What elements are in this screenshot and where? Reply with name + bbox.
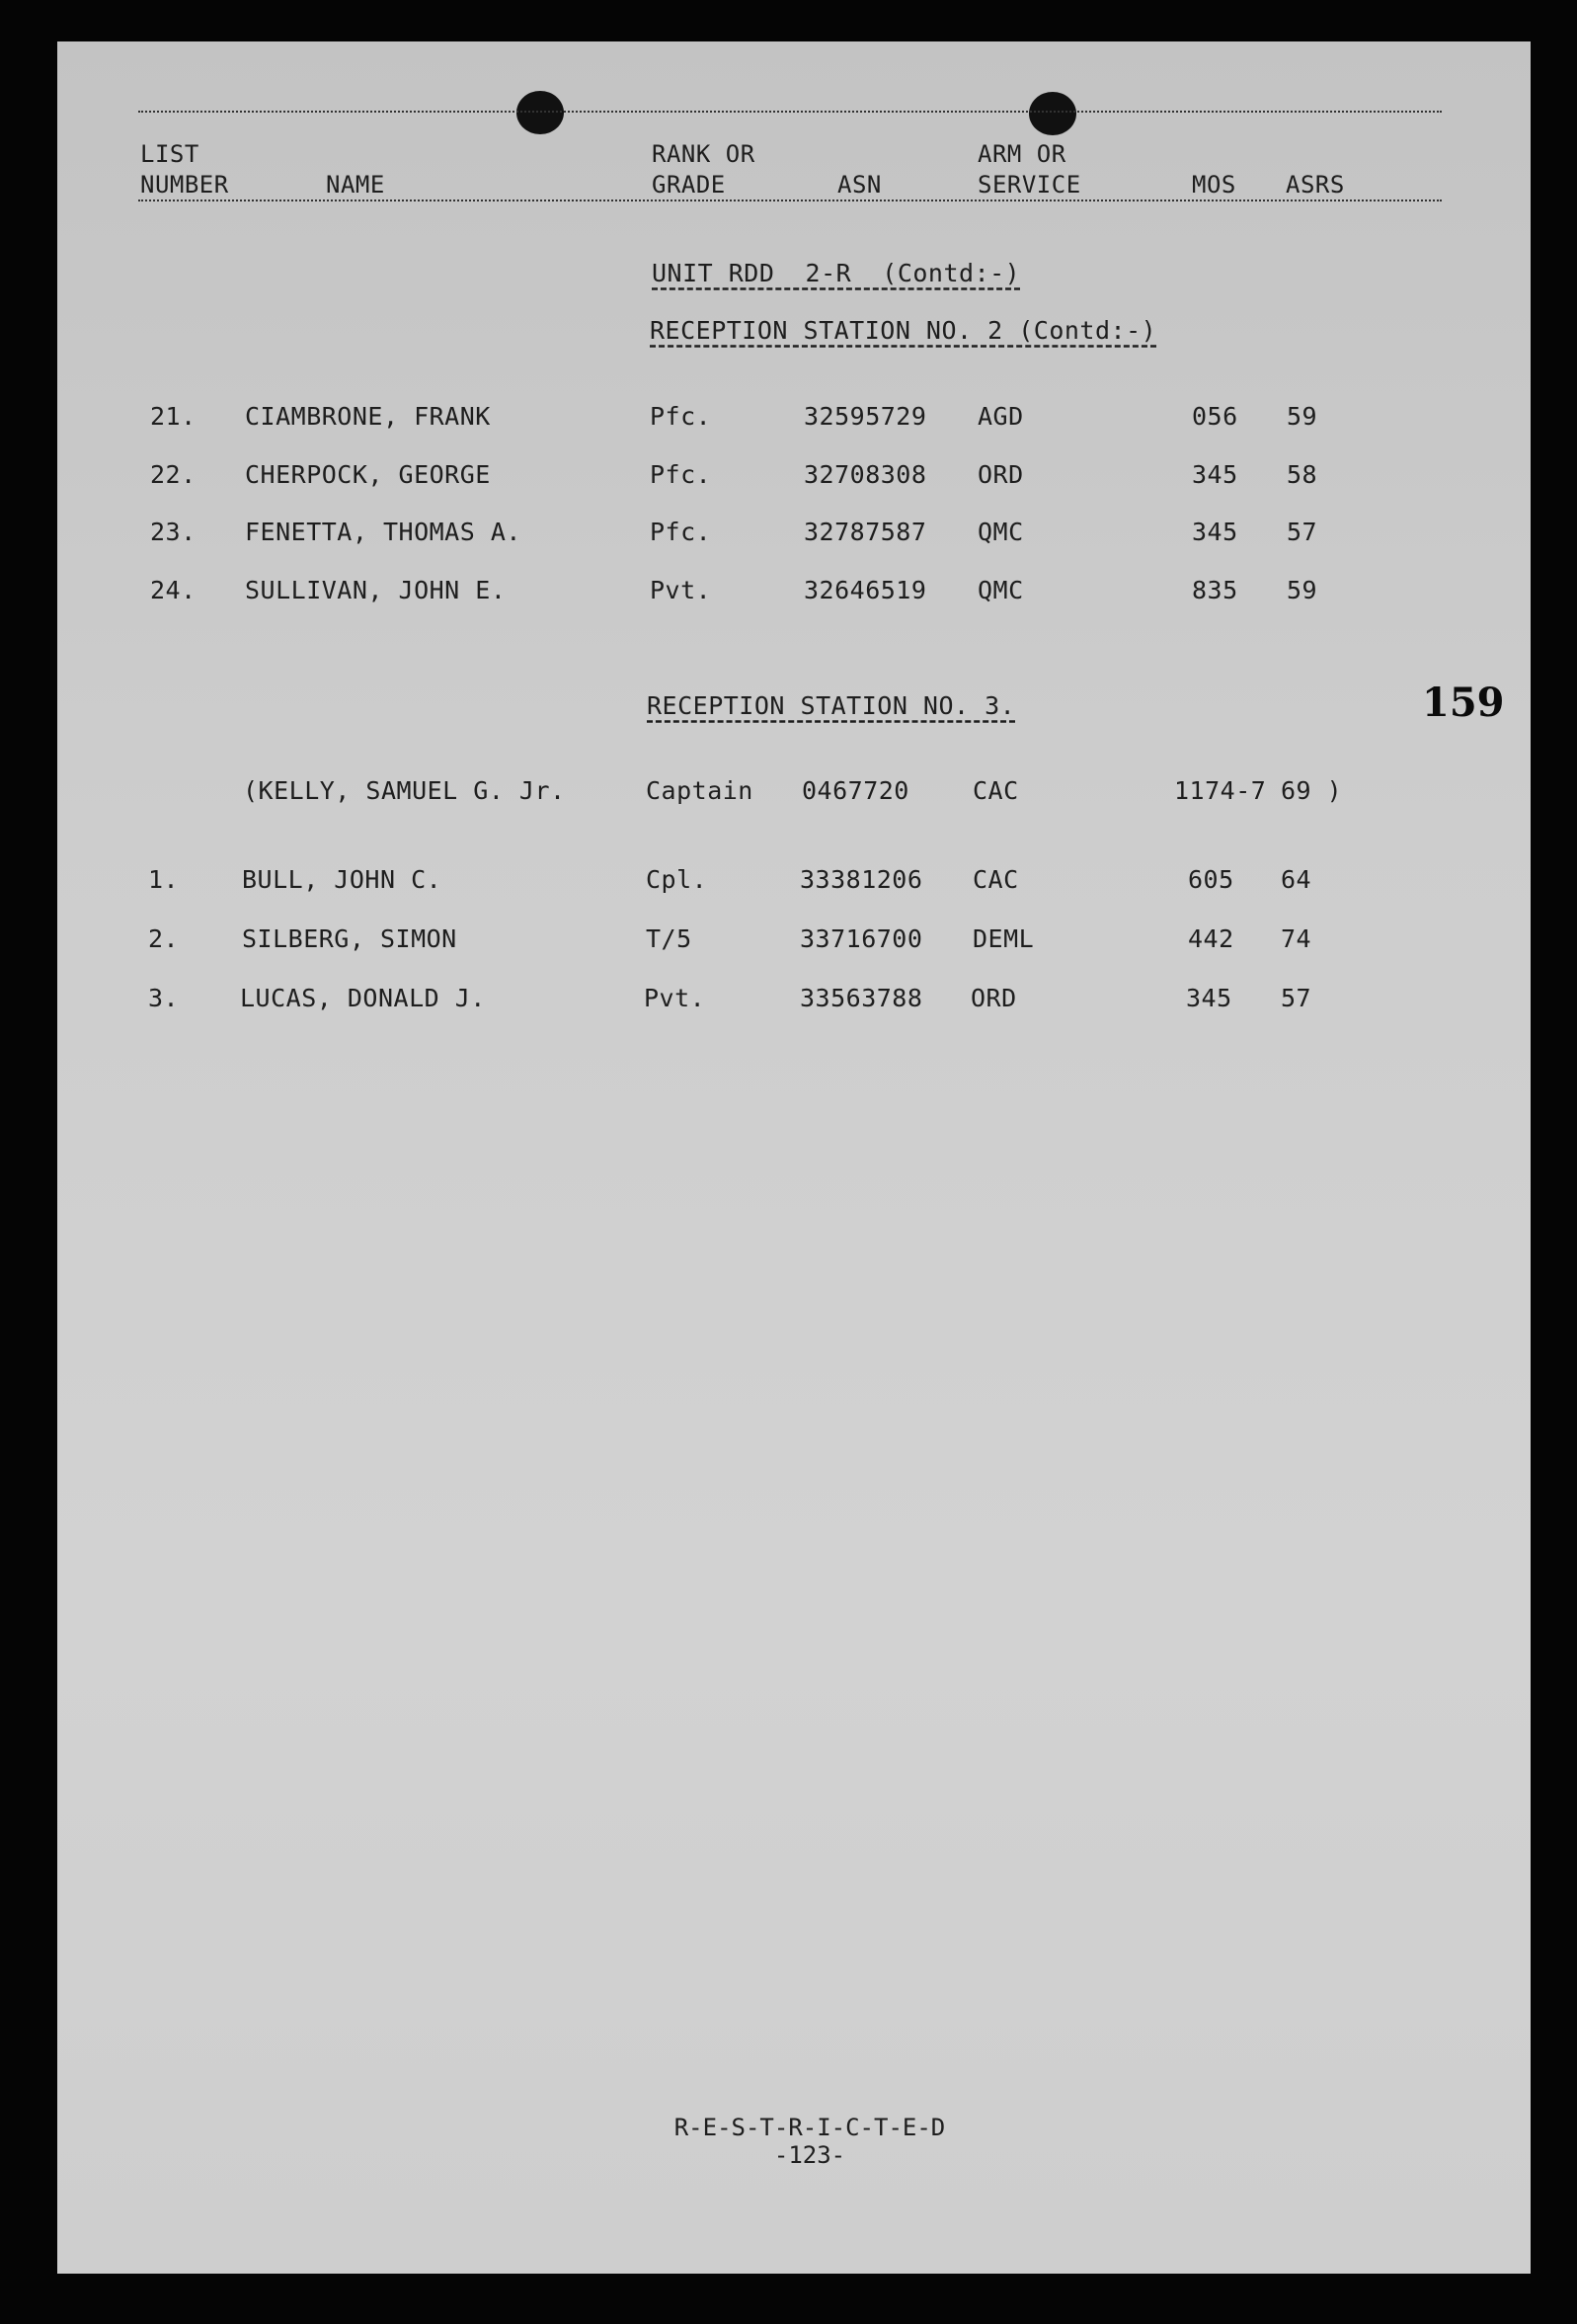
asrs: 64 xyxy=(1281,865,1312,894)
asn: 32787587 xyxy=(804,518,927,546)
asrs: 58 xyxy=(1287,460,1318,489)
page-stamp-number: 159 xyxy=(1422,680,1505,726)
header-asrs: ASRS xyxy=(1286,171,1345,199)
rank: Pfc. xyxy=(650,518,712,546)
arm-service: DEML xyxy=(973,924,1035,953)
restricted-marking: R-E-S-T-R-I-C-T-E-D xyxy=(673,2114,946,2141)
mos: 345 xyxy=(1192,460,1238,489)
arm-service: AGD xyxy=(978,402,1024,431)
list-number: 1. xyxy=(148,865,180,894)
asn: 0467720 xyxy=(802,776,909,805)
mos: 835 xyxy=(1192,576,1238,604)
soldier-name: FENETTA, THOMAS A. xyxy=(245,518,521,546)
soldier-name: SILBERG, SIMON xyxy=(242,924,457,953)
mos: 1174-7 xyxy=(1174,776,1267,805)
rank: Cpl. xyxy=(646,865,708,894)
mos: 345 xyxy=(1192,518,1238,546)
asrs: 57 xyxy=(1281,984,1312,1012)
header-mos: MOS xyxy=(1192,171,1236,199)
asn: 32646519 xyxy=(804,576,927,604)
arm-service: ORD xyxy=(971,984,1017,1012)
asn: 33716700 xyxy=(800,924,923,953)
document-page xyxy=(57,41,1531,2274)
punch-hole-right xyxy=(1029,92,1076,135)
soldier-name: CHERPOCK, GEORGE xyxy=(245,460,491,489)
asn: 32708308 xyxy=(804,460,927,489)
arm-service: QMC xyxy=(978,518,1024,546)
arm-service: ORD xyxy=(978,460,1024,489)
list-number: 24. xyxy=(150,576,197,604)
top-dotted-rule xyxy=(138,111,1442,113)
arm-service: CAC xyxy=(973,865,1019,894)
unit-heading: UNIT RDD 2-R (Contd:-) xyxy=(652,259,1021,287)
asrs: 57 xyxy=(1287,518,1318,546)
list-number: 22. xyxy=(150,460,197,489)
asn: 33563788 xyxy=(800,984,923,1012)
asrs: 59 xyxy=(1287,576,1318,604)
page-number: -123- xyxy=(773,2141,846,2169)
asn: 33381206 xyxy=(800,865,923,894)
header-arm: ARM OR SERVICE xyxy=(978,140,1081,199)
punch-hole-left xyxy=(516,91,564,134)
soldier-name: (KELLY, SAMUEL G. Jr. xyxy=(243,776,566,805)
rank: T/5 xyxy=(646,924,692,953)
header-dotted-rule xyxy=(138,200,1442,201)
mos: 442 xyxy=(1188,924,1234,953)
soldier-name: BULL, JOHN C. xyxy=(242,865,442,894)
soldier-name: LUCAS, DONALD J. xyxy=(240,984,486,1012)
station-3-heading: RECEPTION STATION NO. 3. xyxy=(647,691,1016,720)
mos: 345 xyxy=(1186,984,1232,1012)
arm-service: CAC xyxy=(973,776,1019,805)
arm-service: QMC xyxy=(978,576,1024,604)
rank: Pvt. xyxy=(644,984,706,1012)
station-2-heading: RECEPTION STATION NO. 2 (Contd:-) xyxy=(650,316,1157,345)
soldier-name: SULLIVAN, JOHN E. xyxy=(245,576,507,604)
asrs: 59 xyxy=(1287,402,1318,431)
list-number: 3. xyxy=(148,984,180,1012)
asn: 32595729 xyxy=(804,402,927,431)
header-rank: RANK OR GRADE xyxy=(652,140,755,199)
soldier-name: CIAMBRONE, FRANK xyxy=(245,402,491,431)
asrs: 69 ) xyxy=(1281,776,1343,805)
mos: 056 xyxy=(1192,402,1238,431)
rank: Pvt. xyxy=(650,576,712,604)
footer-block xyxy=(592,2114,1027,2169)
header-asn: ASN xyxy=(837,171,882,199)
list-number: 23. xyxy=(150,518,197,546)
header-name: NAME xyxy=(326,171,385,199)
rank: Pfc. xyxy=(650,460,712,489)
rank: Captain xyxy=(646,776,753,805)
mos: 605 xyxy=(1188,865,1234,894)
rank: Pfc. xyxy=(650,402,712,431)
asrs: 74 xyxy=(1281,924,1312,953)
list-number: 2. xyxy=(148,924,180,953)
header-list-number: LIST NUMBER xyxy=(140,140,229,199)
list-number: 21. xyxy=(150,402,197,431)
